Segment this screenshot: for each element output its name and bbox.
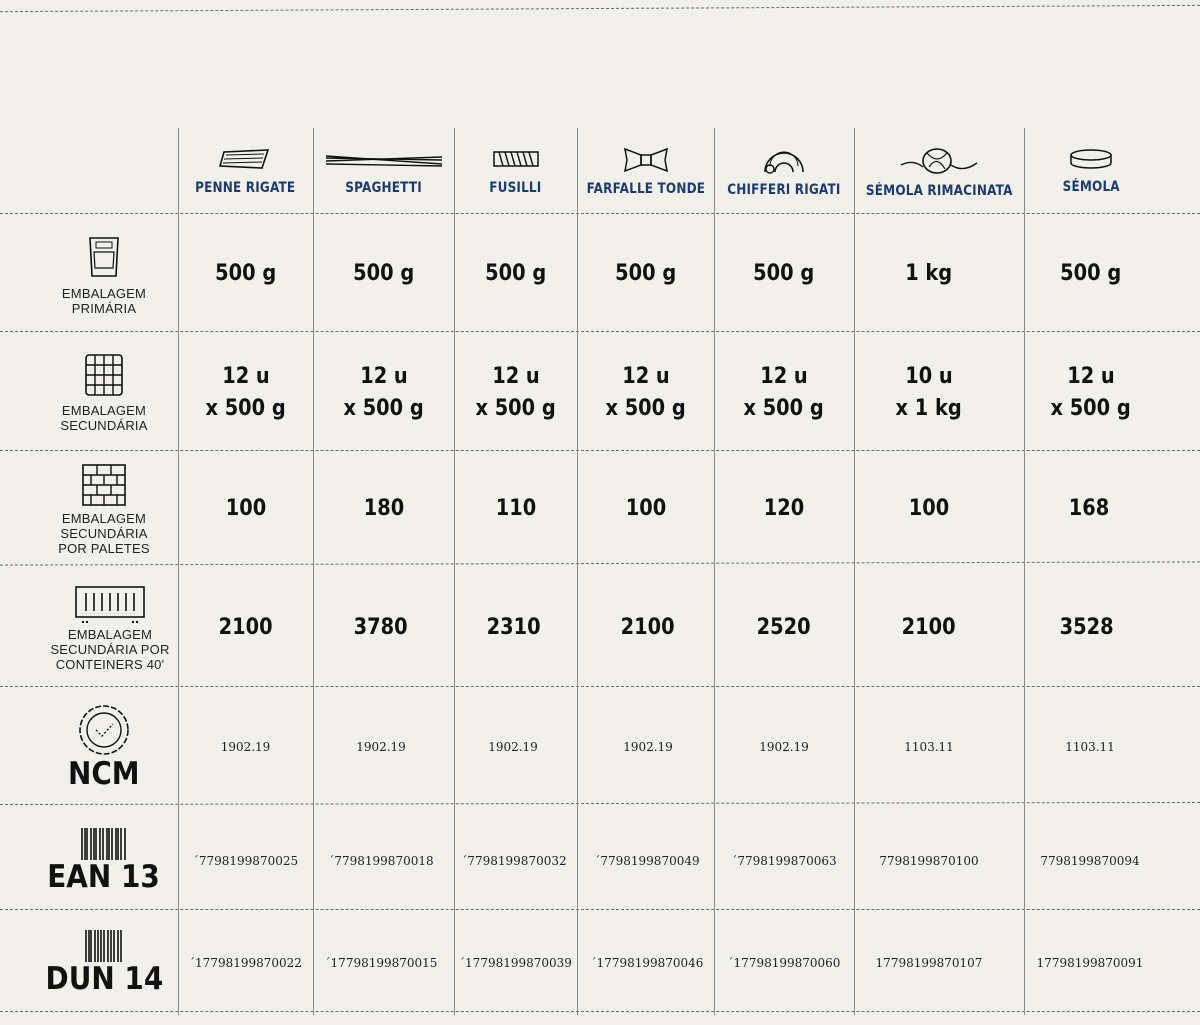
column-header-semola: SÉMOLA	[1024, 128, 1158, 213]
cell-primaria-semola-rimacinata: 1 kg	[905, 260, 953, 286]
cell-ean-chifferi: ´7798199870063	[731, 853, 837, 868]
box-grid-icon	[84, 353, 124, 397]
cell-paletes-spaghetti: 180	[363, 496, 404, 521]
cell-paletes-penne: 100	[225, 496, 266, 521]
cell-primaria-semola: 500 g	[1060, 260, 1122, 286]
column-header-spaghetti: SPAGHETTI	[313, 128, 454, 213]
cell-paletes-semola: 168	[1068, 496, 1110, 521]
cell-paletes-semola-rimacinata: 100	[908, 496, 950, 521]
semola-icon	[1068, 147, 1114, 171]
cell-conteiners-farfalle: 2100	[621, 615, 675, 640]
cell-primaria-penne: 500 g	[214, 260, 277, 286]
cell-primaria-chifferi: 500 g	[753, 260, 815, 286]
row-label-primaria: EMBALAGEM PRIMÁRIA	[30, 216, 178, 331]
cell-ncm-penne: 1902.19	[220, 739, 271, 754]
cell-ncm-spaghetti: 1902.19	[356, 739, 406, 754]
separator-top	[0, 5, 1200, 12]
separator-conteiners	[0, 686, 1200, 687]
cell-dun-semola-rimacinata: 17798199870107	[875, 955, 983, 970]
row-label-conteiners: EMBALAGEM SECUNDÁRIA POR CONTEINERS 40'	[30, 570, 190, 686]
cell-conteiners-chifferi: 2520	[757, 615, 811, 640]
cell-dun-chifferi: ´17798199870060	[727, 955, 841, 970]
row-label-paletes: EMBALAGEM SECUNDÁRIA POR PALETES	[30, 455, 178, 563]
cell-secundaria-spaghetti: 12 u x 500 g	[343, 364, 424, 421]
row-label-ean: EAN 13	[30, 812, 178, 909]
cell-secundaria-penne: 12 u x 500 g	[205, 364, 286, 421]
pallet-icon	[81, 463, 127, 507]
cell-secundaria-chifferi: 12 u x 500 g	[743, 364, 825, 421]
separator-ean	[0, 909, 1200, 910]
column-header-penne: PENNE RIGATE	[178, 128, 313, 213]
cell-dun-farfalle: ´17798199870046	[590, 955, 704, 970]
package-bag-icon	[84, 232, 124, 280]
cell-ean-farfalle: ´7798199870049	[594, 853, 700, 868]
cell-ncm-semola: 1103.11	[1065, 739, 1115, 754]
spaghetti-icon	[324, 146, 444, 172]
cell-conteiners-semola: 3528	[1060, 615, 1114, 640]
cell-dun-semola: 17798199870091	[1036, 955, 1144, 970]
cell-conteiners-semola-rimacinata: 2100	[902, 615, 956, 640]
separator-bottom	[0, 1011, 1200, 1012]
cell-ncm-farfalle: 1902.19	[623, 739, 673, 754]
row-label-dun: DUN 14	[30, 914, 178, 1011]
cell-secundaria-farfalle: 12 u x 500 g	[605, 364, 686, 421]
cell-paletes-chifferi: 120	[763, 496, 805, 521]
cell-primaria-spaghetti: 500 g	[352, 260, 415, 286]
cell-conteiners-penne: 2100	[218, 615, 273, 640]
container-icon	[74, 585, 146, 625]
column-header-chifferi: CHIFFERI RIGATI	[714, 128, 854, 213]
penne-icon	[216, 146, 276, 172]
semola-rimacinata-icon	[899, 143, 979, 179]
cell-ean-semola: 7798199870094	[1040, 853, 1140, 868]
separator-header	[0, 213, 1200, 214]
cell-conteiners-spaghetti: 3780	[354, 615, 408, 640]
cell-paletes-farfalle: 100	[625, 496, 666, 521]
cell-ean-semola-rimacinata: 7798199870100	[879, 853, 979, 868]
cell-ncm-chifferi: 1902.19	[759, 739, 809, 754]
chifferi-icon	[761, 144, 807, 176]
cell-dun-fusilli: ´17798199870039	[459, 955, 572, 970]
row-label-secundaria: EMBALAGEM SECUNDÁRIA	[30, 336, 178, 450]
fusilli-icon	[491, 146, 541, 172]
cell-ncm-fusilli: 1902.19	[488, 739, 538, 754]
separator-secundaria	[0, 450, 1200, 451]
row-label-ncm: NCM	[30, 690, 178, 803]
cell-primaria-farfalle: 500 g	[614, 260, 677, 286]
cell-conteiners-fusilli: 2310	[487, 615, 541, 640]
cell-secundaria-fusilli: 12 u x 500 g	[475, 364, 556, 421]
cell-ean-spaghetti: ´7798199870018	[328, 853, 434, 868]
cell-dun-penne: ´17798199870022	[189, 955, 302, 970]
barcode-icon	[84, 930, 124, 962]
cell-ean-penne: ´7798199870025	[192, 853, 299, 868]
column-header-semola-rimacinata: SÉMOLA RIMACINATA	[854, 128, 1024, 213]
cell-dun-spaghetti: ´17798199870015	[324, 955, 438, 970]
cell-paletes-fusilli: 110	[495, 496, 536, 521]
cell-ncm-semola-rimacinata: 1103.11	[904, 739, 954, 754]
column-header-farfalle: FARFALLE TONDE	[577, 128, 714, 213]
certified-seal-icon	[77, 703, 131, 757]
cell-ean-fusilli: ´7798199870032	[461, 853, 567, 868]
column-header-fusilli: FUSILLI	[454, 128, 577, 213]
cell-secundaria-semola: 12 u x 500 g	[1050, 364, 1132, 421]
farfalle-icon	[621, 145, 671, 175]
barcode-icon	[80, 828, 128, 860]
cell-primaria-fusilli: 500 g	[484, 260, 547, 286]
cell-secundaria-semola-rimacinata: 10 u x 1 kg	[895, 364, 963, 421]
separator-primaria	[0, 331, 1200, 332]
